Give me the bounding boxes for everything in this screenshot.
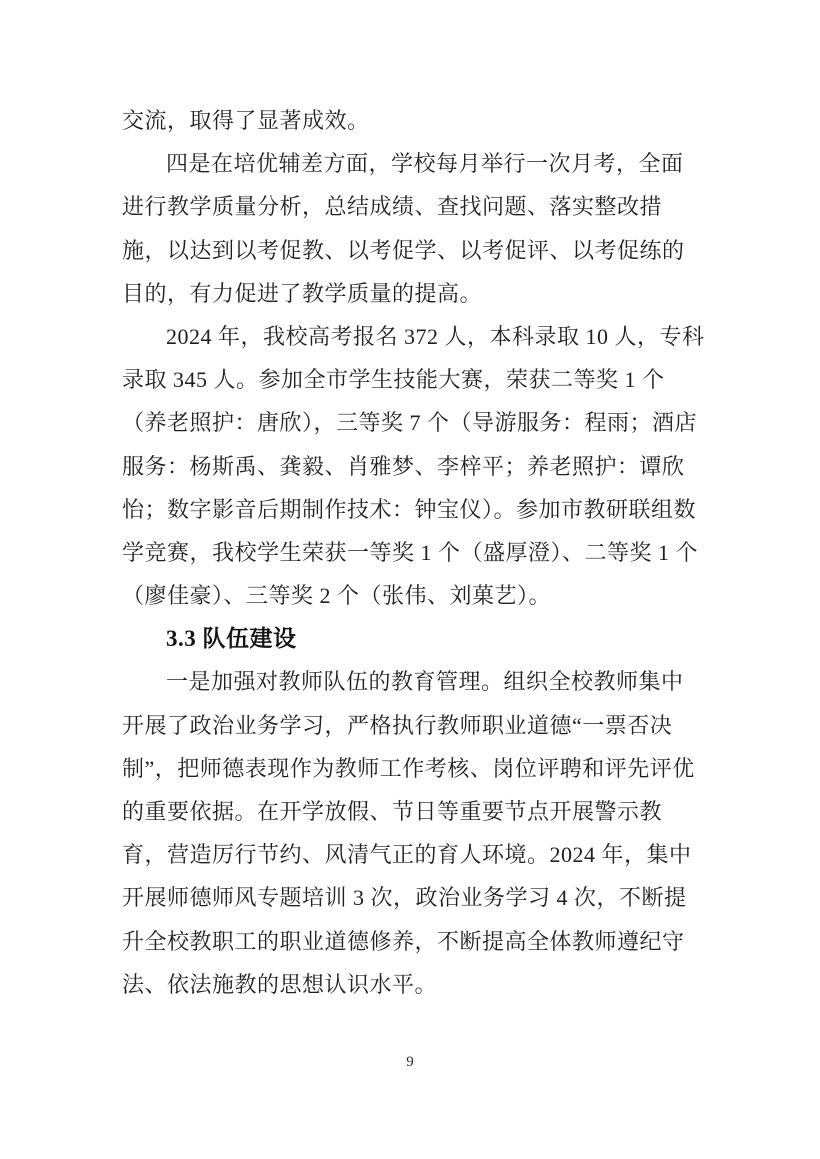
text-line: 进行教学质量分析，总结成绩、查找问题、落实整改措 (122, 194, 663, 220)
text-line: 怡；数字影音后期制作技术：钟宝仪）。参加市教研联组数 (122, 496, 697, 522)
text-line: 一是加强对教师队伍的教育管理。组织全校教师集中 (166, 669, 684, 695)
text-line: 法、依法施教的思想认识水平。 (122, 971, 438, 997)
document-body (122, 99, 705, 1006)
text-line: 交流，取得了显著成效。 (122, 108, 370, 133)
text-line: 升全校教职工的职业道德修养，不断提高全体教师遵纪守 (122, 928, 685, 954)
text-line: （养老照护：唐欣），三等奖 7 个（导游服务：程雨；酒店 (122, 410, 698, 436)
text-line: 制”，把师德表现作为教师工作考核、岗位评聘和评先评优 (122, 755, 695, 781)
text-line: 施，以达到以考促教、以考促学、以考促评、以考促练的 (122, 237, 685, 263)
text-line: 服务：杨斯禹、龚毅、肖雅梦、李梓平；养老照护：谭欣 (122, 453, 685, 479)
text-line: 目的，有力促进了教学质量的提高。 (122, 280, 483, 306)
text-line: 开展师德师风专题培训 3 次，政治业务学习 4 次，不断提 (122, 885, 687, 911)
text-line: （廖佳豪）、三等奖 2 个（张伟、刘菓艺）。 (122, 583, 552, 609)
text-line: 四是在培优辅差方面，学校每月举行一次月考，全面 (166, 151, 684, 177)
text-line: 录取 345 人。参加全市学生技能大赛，荣获二等奖 1 个 (122, 367, 665, 393)
section-heading: 3.3 队伍建设 (166, 626, 297, 652)
text-line: 的重要依据。在开学放假、节日等重要节点开展警示教 (122, 799, 663, 824)
page-number: 9 (406, 1054, 414, 1070)
text-line: 育，营造厉行节约、风清气正的育人环境。2024 年，集中 (122, 842, 692, 868)
text-line: 开展了政治业务学习，严格执行教师职业道德“一票否决 (122, 712, 673, 738)
text-line: 学竞赛，我校学生荣获一等奖 1 个（盛厚澄）、二等奖 1 个 (122, 539, 699, 565)
text-line: 2024 年，我校高考报名 372 人，本科录取 10 人，专科 (166, 323, 705, 349)
